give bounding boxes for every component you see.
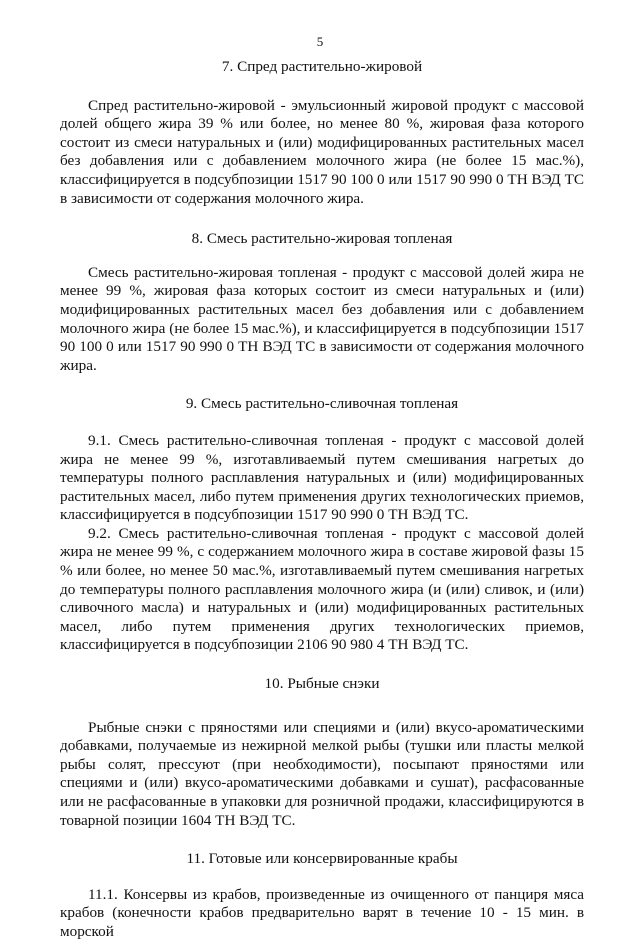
- section-paragraph: Спред растительно-жировой - эмульсионный жировой продукт с массовой долей общего жира 39 % или более, но менее 80 %, жировая фаза которого состоит из смеси натуральных и (или) модифицированных растительных масел без добавления или с добавлением молочного жира (не более 15 мас.%), классифицируется в подсубпозиции 1517 90 100 0 или 1517 90 990 0 ТН ВЭД ТС в зависимости от содержания молочного жира.: [60, 96, 584, 207]
- section-paragraph: Рыбные снэки с пряностями или специями и (или) вкусо-ароматическими добавками, получаемые из нежирной мелкой рыбы (тушки или пласты мелкой рыбы солят, прессуют (при необходимости), посыпают пряностями или специями и (или) вкусо-ароматическими добавками и сушат), расфасованные или не расфасованные в упаковки для розничной продажи, классифицируются в товарной позиции 1604 ТН ВЭД ТС.: [60, 718, 584, 829]
- section-heading: 7. Спред растительно-жировой: [221, 58, 423, 75]
- section-crabs: [60, 850, 584, 941]
- document-body: [60, 58, 584, 942]
- section-paragraph: 9.2. Смесь растительно-сливочная топленая - продукт с массовой долей жира не менее 99 %, с содержанием молочного жира в составе жировой фазы 15 % или более, но менее 50 мас.%, изготавливаемый путем смешивания нагретых до температуры полного расплавления молочного жира (и (или) сливок, и (или) сливочного масла) и натуральных и (или) модифицированных растительных масел, либо путем применения других технологических приемов, классифицируется в подсубпозиции 2106 90 980 4 ТН ВЭД ТС.: [60, 524, 584, 654]
- section-vegetable-fat-blend: [60, 230, 584, 375]
- section-heading: 9. Смесь растительно-сливочная топленая: [185, 395, 459, 413]
- page-number: 5: [316, 34, 324, 49]
- section-heading: 10. Рыбные снэки: [264, 675, 380, 693]
- section-paragraph: Смесь растительно-жировая топленая - продукт с массовой долей жира не менее 99 %, жировая фаза которых состоит из смеси натуральных и (или) модифицированных растительных масел без добавления или с добавлением молочного жира (не более 15 мас.%), и классифицируется в подсубпозиции 1517 90 100 0 или 1517 90 990 0 ТН ВЭД ТС в зависимости от содержания молочного жира.: [60, 263, 584, 374]
- section-vegetable-cream-blend: [60, 395, 584, 655]
- section-paragraph: 9.1. Смесь растительно-сливочная топленая - продукт с массовой долей жира не менее 99 %, изготавливаемый путем смешивания нагретых до температуры полного расплавления натуральных и (или) модифицированных растительных масел, либо путем применения других технологических приемов, классифицируется в подсубпозиции 1517 90 990 0 ТН ВЭД ТС.: [60, 431, 584, 524]
- section-heading: 11. Готовые или консервированные крабы: [186, 850, 458, 868]
- section-paragraph: 11.1. Консервы из крабов, произведенные из очищенного от панциря мяса крабов (конечности крабов предварительно варят в течение 10 - 15 мин. в морской: [60, 885, 584, 940]
- section-spread: [60, 58, 584, 208]
- section-heading: 8. Смесь растительно-жировая топленая: [191, 230, 453, 248]
- section-fish-snacks: [60, 675, 584, 830]
